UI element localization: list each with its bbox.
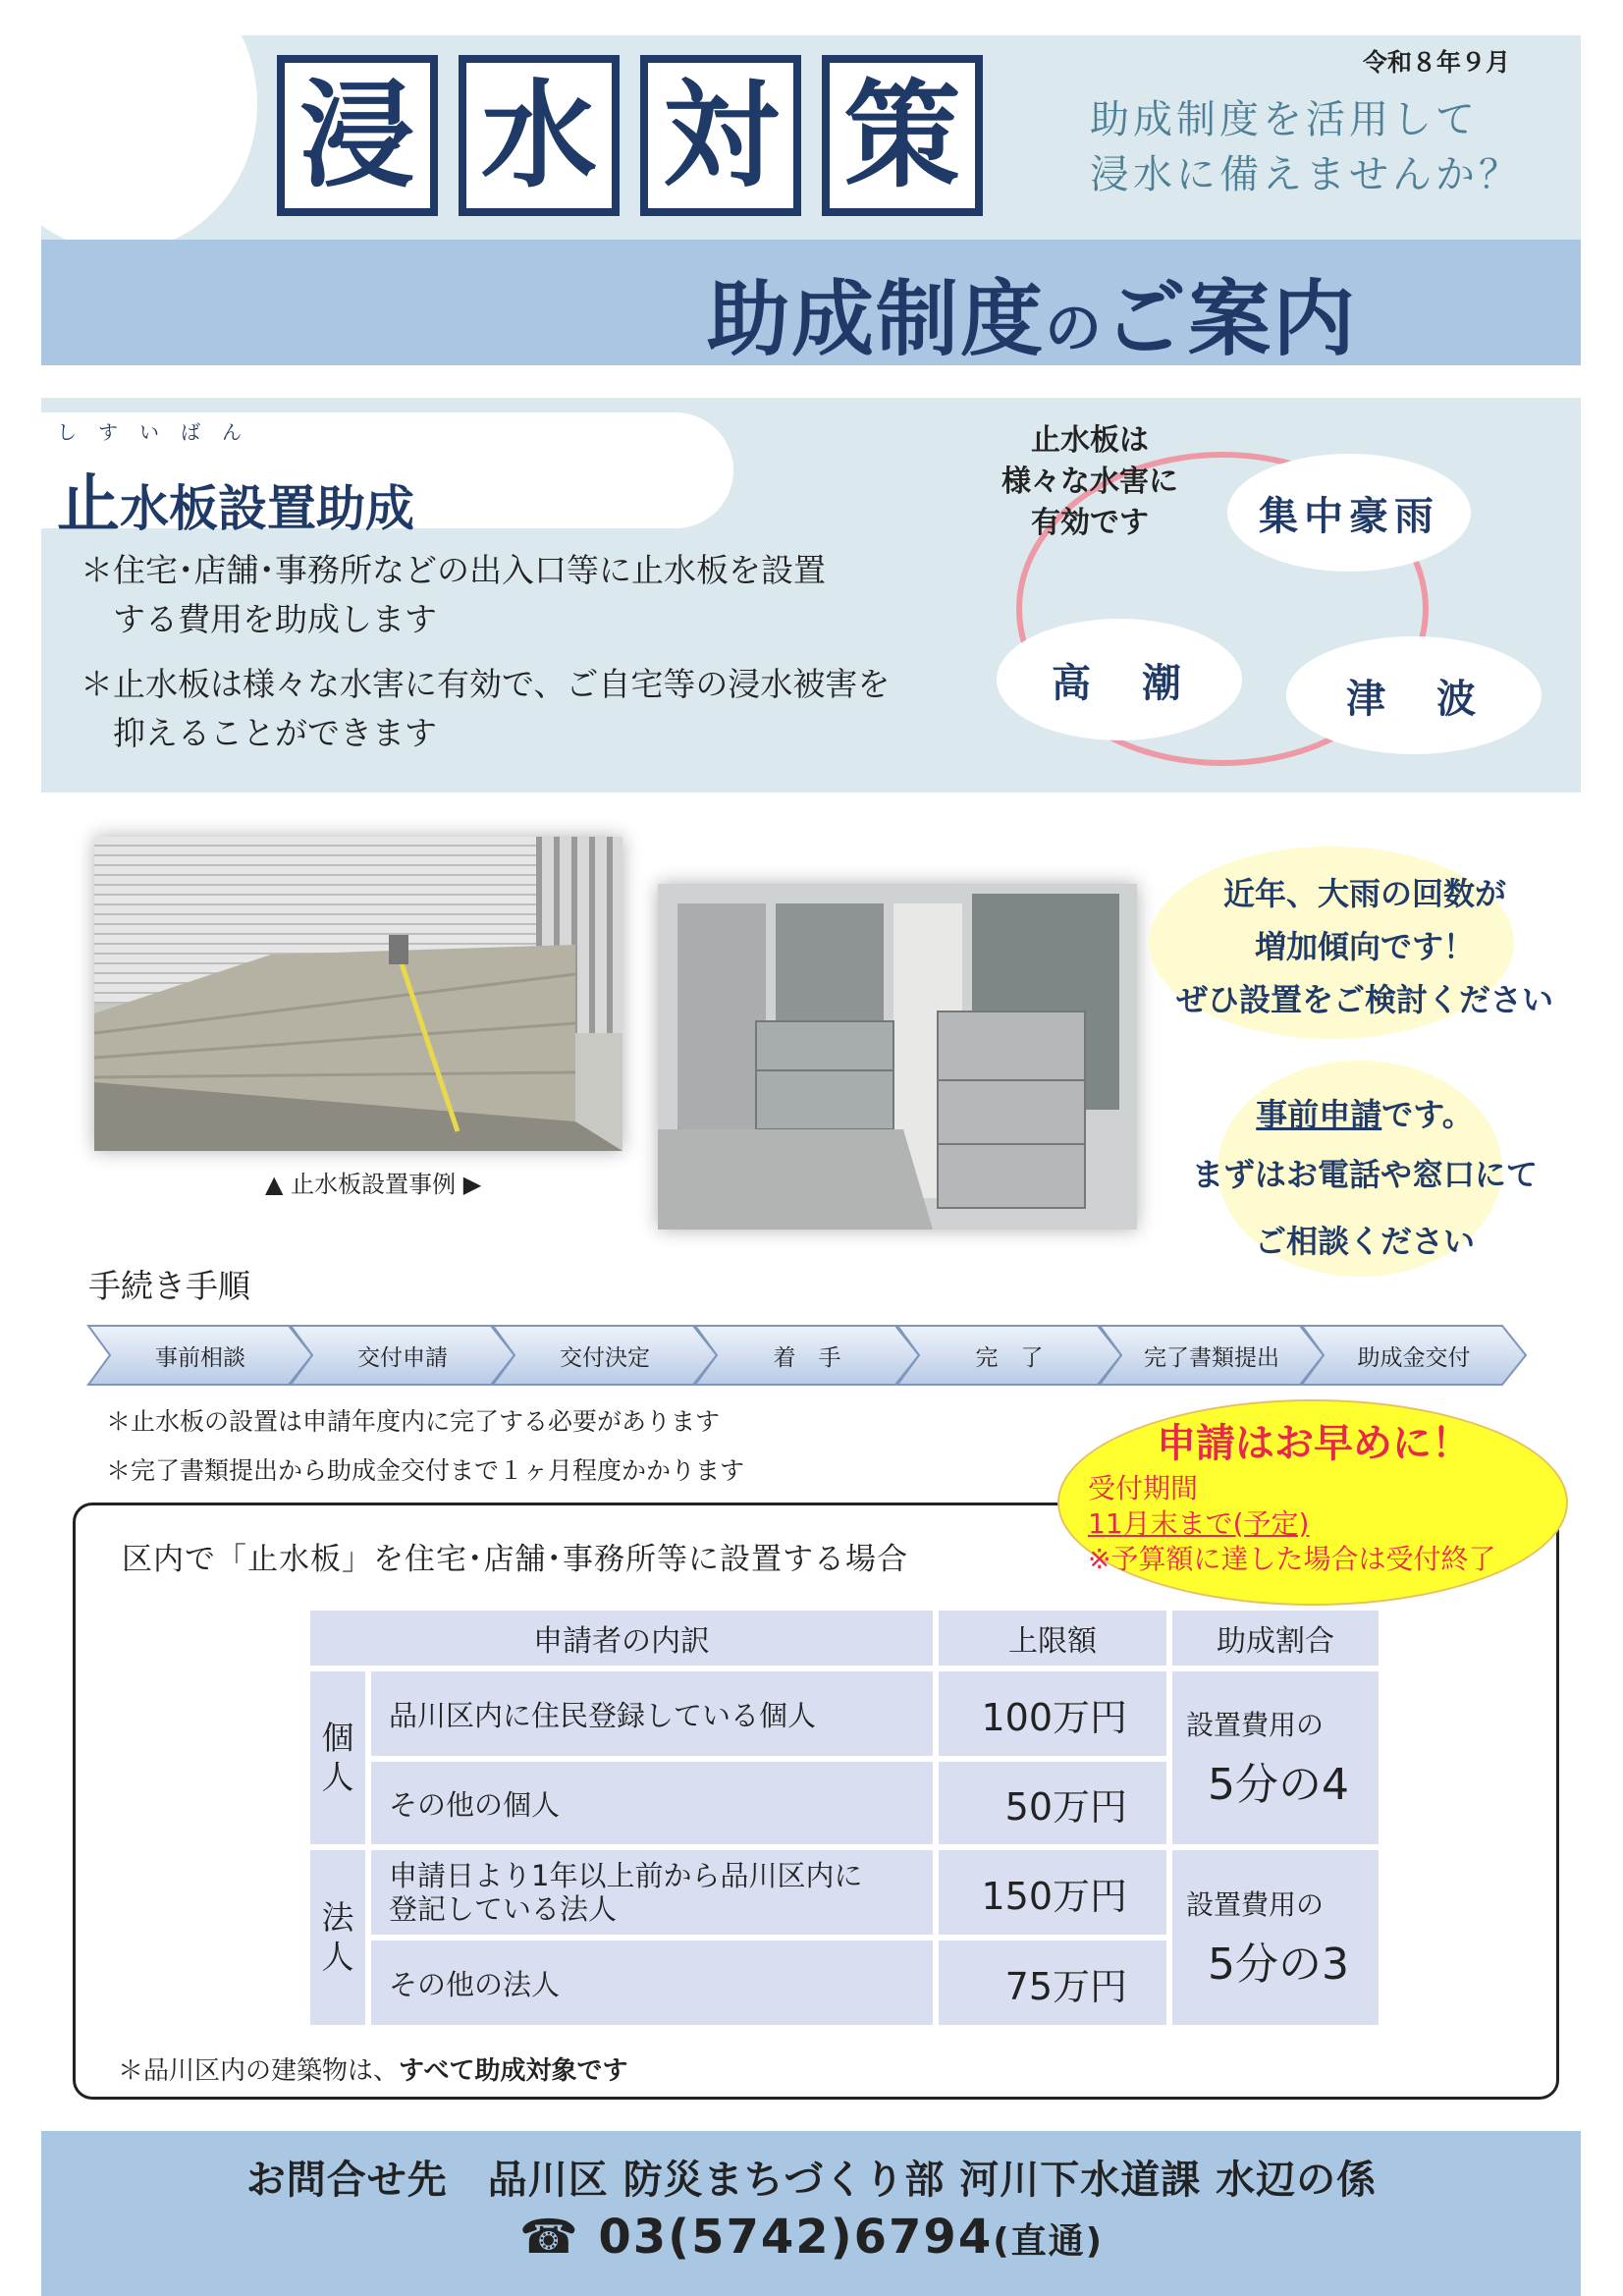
table-header: 助成割合 xyxy=(1172,1611,1379,1666)
title-big-char: 止 xyxy=(57,468,120,541)
step-label: 完了書類提出 xyxy=(1144,1344,1279,1371)
table-header: 申請者の内訳 xyxy=(310,1611,933,1666)
table-footnote xyxy=(118,2050,628,2087)
contact-label: お問合せ先 品川区 防災まちづくり部 河川下水道課 水辺の係 xyxy=(245,2158,1378,2203)
deadline-title: 申請はお早めに！ xyxy=(1157,1421,1471,1466)
row-limit: 100万円 xyxy=(939,1671,1166,1756)
rate-value: 5分の4 xyxy=(1208,1760,1349,1810)
procedure-step xyxy=(491,1324,719,1387)
procedure-step xyxy=(289,1324,516,1387)
title-char-box xyxy=(822,55,983,216)
step-label: 交付決定 xyxy=(560,1344,650,1371)
step-label: 交付申請 xyxy=(357,1344,448,1371)
contact-phone xyxy=(0,2210,1623,2265)
photo-floodgate-shutter xyxy=(94,837,622,1151)
row-limit: 75万円 xyxy=(939,1941,1166,2025)
consult-line-1 xyxy=(1149,1088,1581,1141)
row-limit: 150万円 xyxy=(939,1850,1166,1935)
title-char: 浸 xyxy=(298,68,415,203)
bullet-item: ＊住宅･店舗･事務所などの出入口等に止水板を設置 する費用を助成します xyxy=(81,551,826,638)
ring-label: 止水板は 様々な水害に 有効です xyxy=(1001,423,1178,540)
rate-cell xyxy=(1172,1671,1379,1844)
title-part: 助成制度 xyxy=(707,271,1046,367)
step-label: 事前相談 xyxy=(155,1344,245,1371)
title-part: ご案内 xyxy=(1104,271,1358,367)
entrance-graphic xyxy=(658,884,1137,1230)
phone-note: (直通) xyxy=(993,2221,1105,2262)
section-title xyxy=(57,454,414,544)
issue-date: 令和８年９月 xyxy=(1363,48,1511,77)
increase-note: 近年、大雨の回数が 増加傾向です！ ぜひ設置をご検討ください xyxy=(1175,875,1553,1018)
title-char: 対 xyxy=(662,68,779,203)
row-limit: 50万円 xyxy=(939,1762,1166,1844)
title-char: 策 xyxy=(843,68,960,203)
bullet-item: ＊止水板は様々な水害に有効で、ご自宅等の浸水被害を 抑えることができます xyxy=(81,665,891,752)
group-label-corporate: 法 人 xyxy=(310,1850,365,2025)
photo-floodgate-entrance xyxy=(658,884,1137,1230)
step-label: 完 了 xyxy=(975,1344,1044,1371)
procedure-step xyxy=(86,1324,314,1387)
title-char: 水 xyxy=(480,68,597,203)
header-swoosh xyxy=(41,35,257,240)
procedure-step xyxy=(1300,1324,1528,1387)
row-desc: 品川区内に住民登録している個人 xyxy=(371,1671,933,1756)
rate-label: 設置費用の xyxy=(1186,1709,1325,1741)
section-title-ruby: しすいばん xyxy=(57,420,263,444)
rate-cell xyxy=(1172,1850,1379,2025)
hazard-tsunami: 津 波 xyxy=(1286,636,1542,754)
footnote-b: すべて助成対象です xyxy=(399,2056,628,2086)
photo-caption: ▲ 止水板設置事例 ▶ xyxy=(265,1171,482,1198)
rate-value: 5分の3 xyxy=(1208,1940,1349,1990)
deadline-line: 11月末まで(予定) xyxy=(1088,1507,1310,1540)
consult-underlined: 事前申請 xyxy=(1256,1096,1382,1133)
procedure-step xyxy=(693,1324,921,1387)
subtitle-line: 浸水に備えませんか？ xyxy=(1090,152,1522,197)
row-desc: その他の法人 xyxy=(371,1941,933,2025)
step-label: 助成金交付 xyxy=(1357,1344,1471,1371)
title-part: の xyxy=(1045,295,1105,361)
deadline-line: 受付期間 xyxy=(1088,1472,1199,1504)
consult-note xyxy=(1149,1088,1581,1275)
step-label: 着 手 xyxy=(773,1344,841,1371)
procedure-note: ＊止水板の設置は申請年度内に完了する必要があります xyxy=(106,1407,721,1436)
consult-rest: です。 xyxy=(1381,1096,1474,1133)
hazard-high-tide: 高 潮 xyxy=(997,619,1242,740)
floodgate-graphic xyxy=(94,837,622,1151)
title-char-box xyxy=(640,55,801,216)
phone-number: 03(5742)6794 xyxy=(598,2210,994,2265)
deadline-line: ※予算額に達した場合は受付終了 xyxy=(1088,1543,1496,1575)
page-title xyxy=(707,253,1357,372)
row-desc: 申請日より1年以上前から品川区内に 登記している法人 xyxy=(371,1850,933,1935)
subsidy-table-intro: 区内で「止水板」を住宅･店舗･事務所等に設置する場合 xyxy=(122,1542,908,1577)
title-char-box xyxy=(459,55,620,216)
consult-lines: まずはお電話や窓口にて ご相談ください xyxy=(1191,1156,1538,1260)
procedure-title: 手続き手順 xyxy=(88,1267,250,1305)
title-char-box xyxy=(277,55,438,216)
header-subtitle xyxy=(1090,92,1522,202)
rate-label: 設置費用の xyxy=(1186,1888,1325,1921)
procedure-note: ＊完了書類提出から助成金交付まで１ヶ月程度かかります xyxy=(106,1456,745,1485)
footnote-a: ＊品川区内の建築物は、 xyxy=(118,2056,400,2086)
hazard-heavy-rain: 集中豪雨 xyxy=(1227,454,1471,572)
subtitle-line: 助成制度を活用して xyxy=(1090,97,1479,142)
title-rest: 水板設置助成 xyxy=(120,480,414,537)
procedure-step xyxy=(1098,1324,1325,1387)
row-desc: その他の個人 xyxy=(371,1762,933,1844)
phone-icon: ☎ xyxy=(518,2210,580,2265)
group-label-individual: 個 人 xyxy=(310,1671,365,1844)
table-header: 上限額 xyxy=(939,1611,1166,1666)
procedure-step xyxy=(895,1324,1123,1387)
